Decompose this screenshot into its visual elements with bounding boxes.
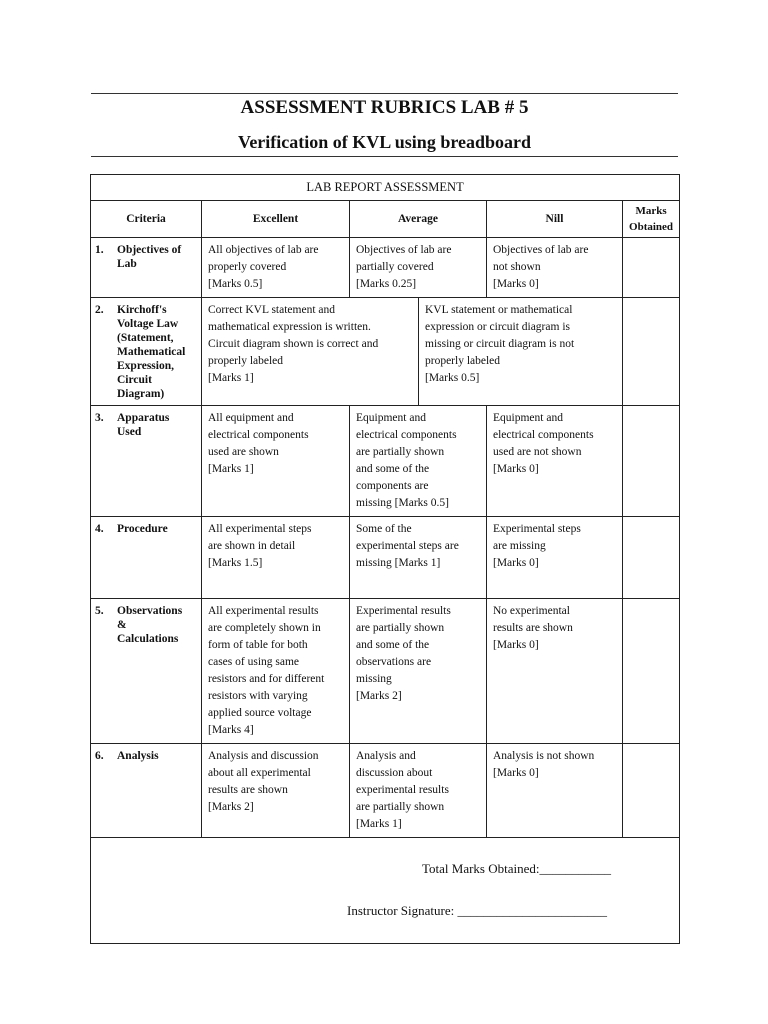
nill-cell: Objectives of lab are not shown [Marks 0] xyxy=(487,238,623,298)
criteria-cell xyxy=(91,406,202,517)
criteria-cell xyxy=(91,238,202,298)
total-marks-field[interactable]: Total Marks Obtained:___________ xyxy=(422,861,612,876)
average-cell: Equipment and electrical components are partially shown and some of the components are missing [Marks 0.5] xyxy=(350,406,487,517)
nill-cell: Equipment and electrical components used are not shown [Marks 0] xyxy=(487,406,623,517)
footer-row xyxy=(91,838,680,944)
column-header-marks-obtained: Marks Obtained xyxy=(623,201,680,238)
row-number: 2. xyxy=(95,304,104,316)
criteria-name: Objectives of Lab xyxy=(117,244,182,270)
table-row xyxy=(91,298,680,406)
average-cell: Experimental results are partially shown and some of the observations are missing [Marks 2] xyxy=(350,599,487,744)
excellent-cell: All equipment and electrical components used are shown [Marks 1] xyxy=(202,406,350,517)
marks-obtained-cell[interactable] xyxy=(623,238,680,298)
rubric-table xyxy=(90,174,680,944)
column-header-nill: Nill xyxy=(487,201,623,238)
average-cell: Analysis and discussion about experimental results are partially shown [Marks 1] xyxy=(350,744,487,838)
nill-cell: Analysis is not shown [Marks 0] xyxy=(487,744,623,838)
document-subtitle: Verification of KVL using breadboard xyxy=(237,132,532,152)
row-number: 3. xyxy=(95,412,104,424)
nill-cell: Experimental steps are missing [Marks 0] xyxy=(487,517,623,599)
row-number: 5. xyxy=(95,605,104,617)
column-header-excellent: Excellent xyxy=(202,201,350,238)
footer-cell xyxy=(91,838,680,944)
top-rule xyxy=(91,93,678,94)
row-number: 1. xyxy=(95,244,104,256)
column-header-average: Average xyxy=(350,201,487,238)
table-header: LAB REPORT ASSESSMENT xyxy=(91,175,680,201)
marks-obtained-cell[interactable] xyxy=(623,744,680,838)
average-cell: Some of the experimental steps are missing [Marks 1] xyxy=(350,517,487,599)
marks-obtained-cell[interactable] xyxy=(623,406,680,517)
criteria-cell xyxy=(91,517,202,599)
table-row xyxy=(91,744,680,838)
table-row xyxy=(91,517,680,599)
marks-obtained-cell[interactable] xyxy=(623,599,680,744)
nill-cell: No experimental results are shown [Marks 0] xyxy=(487,599,623,744)
instructor-signature-field[interactable]: Instructor Signature: _______________________ xyxy=(347,903,607,918)
excellent-cell: Analysis and discussion about all experimental results are shown [Marks 2] xyxy=(202,744,350,838)
criteria-name: Procedure xyxy=(117,523,168,535)
criteria-name: Analysis xyxy=(117,750,159,762)
column-header-criteria: Criteria xyxy=(91,201,202,238)
nill-cell: KVL statement or mathematical expression or circuit diagram is missing or circuit diagram is not properly labeled [Marks 0.5] xyxy=(419,298,623,406)
marks-obtained-cell[interactable] xyxy=(623,517,680,599)
table-row xyxy=(91,238,680,298)
excellent-cell: All experimental steps are shown in detail [Marks 1.5] xyxy=(202,517,350,599)
criteria-cell xyxy=(91,298,202,406)
row-number: 6. xyxy=(95,750,104,762)
rubric-table-wrapper xyxy=(90,174,679,918)
criteria-name: Kirchoff's Voltage Law (Statement, Mathematical Expression, Circuit Diagram) xyxy=(117,304,186,400)
excellent-cell: Correct KVL statement and mathematical expression is written. Circuit diagram shown is correct and properly labeled [Marks 1] xyxy=(202,298,419,406)
table-row xyxy=(91,406,680,517)
excellent-cell: All experimental results are completely shown in form of table for both cases of using same resistors and for different resistors with varying applied source voltage [Marks 4] xyxy=(202,599,350,744)
criteria-cell xyxy=(91,599,202,744)
document-title: ASSESSMENT RUBRICS LAB # 5 xyxy=(240,97,529,118)
criteria-name: Apparatus Used xyxy=(117,412,170,438)
average-cell: Objectives of lab are partially covered [Marks 0.25] xyxy=(350,238,487,298)
criteria-name: Observations & Calculations xyxy=(117,605,183,645)
table-row xyxy=(91,599,680,744)
row-number: 4. xyxy=(95,523,104,535)
excellent-cell: All objectives of lab are properly covered [Marks 0.5] xyxy=(202,238,350,298)
marks-obtained-cell[interactable] xyxy=(623,298,680,406)
subtitle-rule xyxy=(91,156,678,157)
criteria-cell xyxy=(91,744,202,838)
